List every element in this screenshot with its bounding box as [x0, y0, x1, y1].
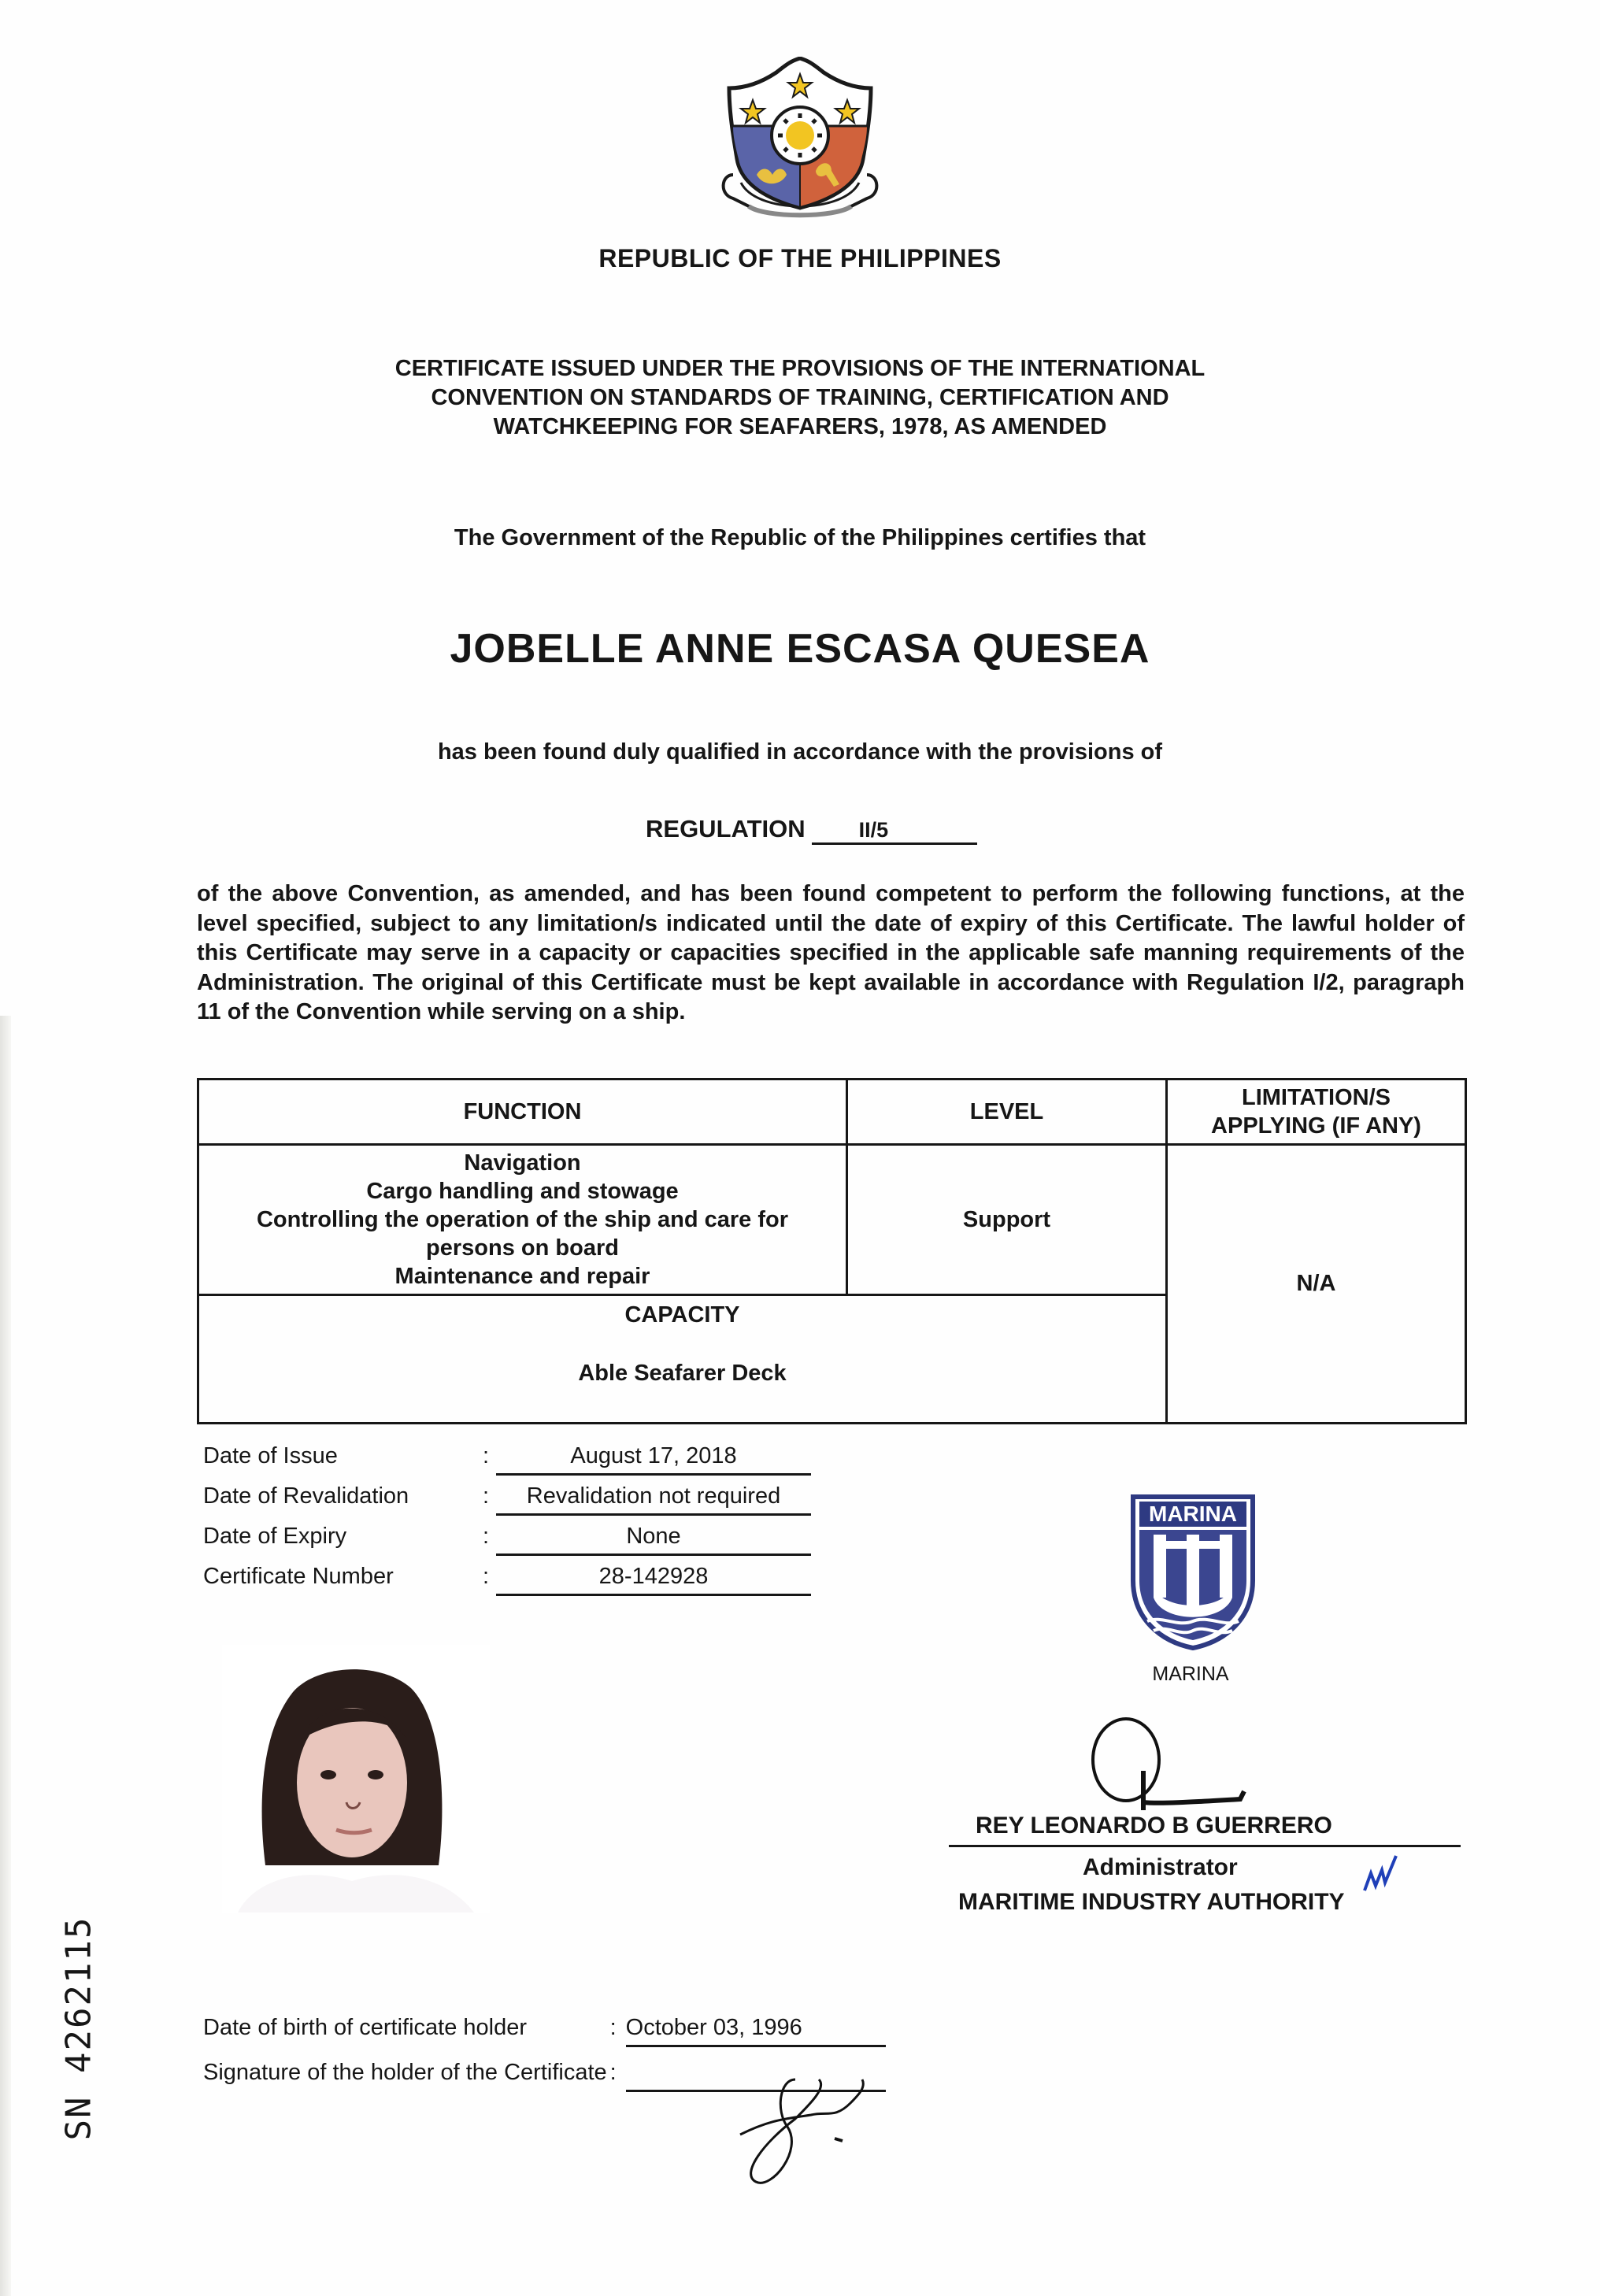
- serial-number-container: [57, 1898, 101, 2158]
- convention-heading: [288, 354, 1312, 442]
- level-header: LEVEL: [847, 1079, 1167, 1144]
- function-table: [197, 1078, 1467, 1424]
- holder-signature: [709, 2072, 913, 2190]
- capacity-label: CAPACITY: [624, 1302, 740, 1328]
- marina-anchor-logo-icon: [1130, 1494, 1256, 1651]
- function-item: persons on board: [426, 1235, 619, 1261]
- dob-colon: :: [609, 2014, 617, 2040]
- certificate-details: [203, 1442, 811, 1596]
- detail-value-date-of-revalidation: Revalidation not required: [496, 1482, 811, 1516]
- detail-value-date-of-issue: August 17, 2018: [496, 1442, 811, 1476]
- function-header: FUNCTION: [198, 1079, 847, 1144]
- functions-cell: [198, 1144, 847, 1294]
- marina-logo-text: MARINA: [1149, 1501, 1237, 1526]
- holder-photo: [222, 1645, 490, 1913]
- signature-line: [949, 1845, 1461, 1847]
- capacity-value: Able Seafarer Deck: [578, 1360, 787, 1386]
- detail-value-certificate-number: 28-142928: [496, 1562, 811, 1596]
- detail-colon: :: [483, 1563, 490, 1589]
- convention-line: CERTIFICATE ISSUED UNDER THE PROVISIONS OF THE INTERNATIONAL: [394, 356, 1206, 381]
- seal-container: [717, 57, 883, 238]
- dob-value: October 03, 1996: [626, 2013, 886, 2047]
- blue-initials-mark: [1358, 1851, 1406, 1898]
- detail-label-certificate-number: Certificate Number: [203, 1563, 394, 1589]
- table-header-row: [198, 1079, 1466, 1144]
- qualified-statement: has been found duly qualified in accordance with the provisions of: [437, 739, 1163, 765]
- detail-label-date-of-issue: Date of Issue: [203, 1442, 338, 1468]
- regulation-value-field: [812, 817, 977, 845]
- detail-label-date-of-expiry: Date of Expiry: [203, 1523, 347, 1549]
- marina-caption: MARINA: [1152, 1662, 1229, 1685]
- administrator-signature: [1079, 1716, 1315, 1810]
- convention-line: WATCHKEEPING FOR SEAFARERS, 1978, AS AMENDED: [493, 414, 1107, 439]
- regulation-line: [646, 813, 1600, 845]
- regulation-label: REGULATION: [646, 815, 806, 842]
- function-item: Navigation: [464, 1150, 581, 1176]
- holder-name: JOBELLE ANNE ESCASA QUESEA: [450, 626, 1150, 672]
- limitations-header-line: LIMITATION/S: [1241, 1084, 1391, 1110]
- function-item: Maintenance and repair: [394, 1263, 650, 1289]
- limitations-header-line: APPLYING (IF ANY): [1211, 1113, 1421, 1139]
- detail-colon: :: [483, 1442, 490, 1468]
- signatory-title: Administrator: [1083, 1853, 1238, 1880]
- signatory-name: REY LEONARDO B GUERRERO: [976, 1812, 1332, 1839]
- signature-colon: :: [609, 2059, 617, 2085]
- country-heading: REPUBLIC OF THE PHILIPPINES: [598, 244, 1002, 272]
- detail-colon: :: [483, 1483, 490, 1509]
- function-item: Controlling the operation of the ship and care for: [256, 1206, 789, 1232]
- limitations-header: [1167, 1079, 1466, 1144]
- limitations-cell: N/A: [1167, 1144, 1466, 1423]
- competence-paragraph: of the above Convention, as amended, and has been found competent to perform the following functions, at the level specified, subject to any limitation/s indicated until the date of expiry of this Certificate. The lawful holder of this Certificate may serve in a capacity or capacities specified in the applicable safe manning requirements of the Administration. The original of this Certificate must be kept available in accordance with Regulation I/2, paragraph 11 of the Convention while serving on a ship.: [197, 881, 1465, 1024]
- holder-signature-label: Signature of the holder of the Certificate: [203, 2059, 607, 2085]
- convention-line: CONVENTION ON STANDARDS OF TRAINING, CERTIFICATION AND: [431, 385, 1169, 410]
- detail-label-date-of-revalidation: Date of Revalidation: [203, 1483, 409, 1509]
- lower-section: [0, 1442, 1600, 2237]
- certifies-statement: The Government of the Republic of the Philippines certifies that: [454, 525, 1146, 550]
- philippine-seal-icon: [717, 57, 883, 238]
- table-row: [198, 1144, 1466, 1294]
- dob-label: Date of birth of certificate holder: [203, 2014, 528, 2040]
- signatory-organization: MARITIME INDUSTRY AUTHORITY: [958, 1888, 1345, 1915]
- serial-number: SN 4262115: [58, 1916, 98, 2140]
- detail-value-date-of-expiry: None: [496, 1522, 811, 1556]
- level-cell: Support: [847, 1144, 1167, 1294]
- regulation-value: II/5: [858, 818, 889, 842]
- capacity-cell: [198, 1294, 1167, 1423]
- function-item: Cargo handling and stowage: [366, 1178, 679, 1204]
- detail-colon: :: [483, 1523, 490, 1549]
